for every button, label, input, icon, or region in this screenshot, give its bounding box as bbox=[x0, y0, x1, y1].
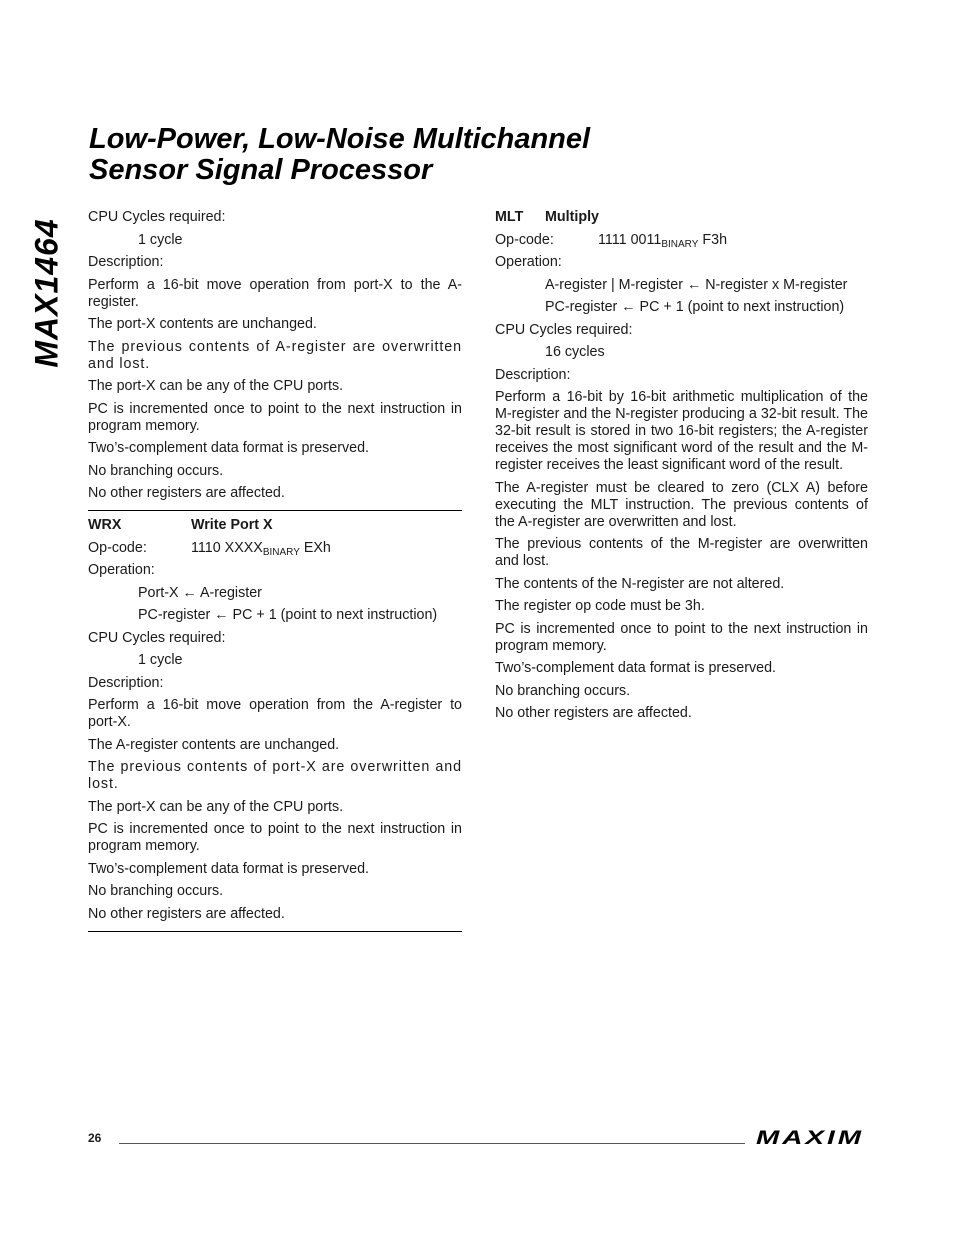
wrx-opcode-row bbox=[88, 540, 462, 557]
cpu-cycles-value: 16 cycles bbox=[545, 344, 605, 360]
left-column bbox=[88, 209, 462, 938]
description-paragraph: The register op code must be 3h. bbox=[495, 598, 705, 614]
description-label: Description: bbox=[88, 254, 164, 270]
description-label: Description: bbox=[495, 366, 571, 383]
maxim-logo-text: MAXIM bbox=[756, 1128, 864, 1147]
description-paragraph: The port-X contents are unchanged. bbox=[88, 316, 317, 332]
page-number: 26 bbox=[88, 1131, 102, 1145]
operation-line: A-register | M-register ← N-register x M-register bbox=[545, 276, 848, 293]
opcode-value: 1111 0011 bbox=[598, 231, 662, 248]
description-paragraph: Two’s-complement data format is preserved. bbox=[88, 440, 370, 456]
cpu-cycles-label: CPU Cycles required: bbox=[88, 209, 226, 225]
description-paragraph: Two’s-complement data format is preserved. bbox=[495, 660, 777, 676]
mlt-name: Multiply bbox=[545, 209, 600, 225]
maxim-logo bbox=[756, 1127, 866, 1147]
description-paragraph: No branching occurs. bbox=[88, 462, 224, 479]
opcode-label: Op-code: bbox=[495, 231, 554, 248]
footer-rule bbox=[119, 1143, 745, 1144]
mlt-code: MLT bbox=[495, 209, 524, 225]
wrx-name: Write Port X bbox=[191, 517, 273, 533]
section-divider bbox=[88, 931, 462, 932]
description-label: Description: bbox=[88, 674, 164, 691]
opcode-value: 1110 XXXX bbox=[191, 539, 263, 556]
description-paragraph: The A-register contents are unchanged. bbox=[88, 736, 340, 753]
description-paragraph: No other registers are affected. bbox=[495, 705, 692, 721]
opcode-subscript: BINARY bbox=[262, 546, 300, 558]
description-paragraph: No other registers are affected. bbox=[88, 485, 285, 501]
operation-line: PC-register ← PC + 1 (point to next instruction) bbox=[545, 299, 845, 315]
description-paragraph: PC is incremented once to point to the next instruction in program memory. bbox=[88, 400, 462, 434]
section-divider bbox=[88, 510, 462, 511]
description-paragraph: No branching occurs. bbox=[495, 682, 631, 699]
mlt-heading bbox=[495, 209, 868, 226]
description-paragraph: The A-register must be cleared to zero (CLX A) before executing the MLT instruction. The previous contents of the A-register are overwritten and lost. bbox=[495, 479, 868, 530]
operation-line: Port-X ← A-register bbox=[138, 584, 262, 601]
description-paragraph: Perform a 16-bit move operation from the A-register to port-X. bbox=[88, 697, 462, 730]
description-paragraph: The previous contents of A-register are overwritten and lost. bbox=[88, 338, 462, 372]
page-title bbox=[89, 124, 889, 186]
opcode-suffix: EXh bbox=[299, 539, 331, 556]
description-paragraph: PC is incremented once to point to the next instruction in program memory. bbox=[88, 821, 462, 854]
cpu-cycles-label: CPU Cycles required: bbox=[88, 629, 226, 646]
description-paragraph: Perform a 16-bit move operation from port-X to the A-register. bbox=[88, 276, 462, 310]
description-paragraph: PC is incremented once to point to the next instruction in program memory. bbox=[495, 620, 868, 654]
description-paragraph: The previous contents of port-X are overwritten and lost. bbox=[88, 759, 462, 792]
page-title-line-2: Sensor Signal Processor bbox=[89, 154, 433, 186]
right-column bbox=[495, 209, 868, 728]
description-paragraph: The port-X can be any of the CPU ports. bbox=[88, 378, 344, 394]
side-part-number-text: MAX1464 bbox=[28, 218, 65, 368]
mlt-opcode-row bbox=[495, 232, 868, 249]
cpu-cycles-label: CPU Cycles required: bbox=[495, 321, 633, 338]
description-paragraph: Perform a 16-bit by 16-bit arithmetic multiplication of the M-register and the N-register producing a 32-bit result. The 32-bit result is stored in two 16-bit registers; the A-register receives the most significant word of the result and the M-register receives the least significant word of the result. bbox=[495, 389, 868, 473]
page-title-line-1: Low-Power, Low-Noise Multichannel bbox=[89, 123, 591, 155]
cpu-cycles-value: 1 cycle bbox=[138, 652, 183, 668]
operation-line: PC-register ← PC + 1 (point to next instruction) bbox=[138, 607, 438, 623]
wrx-heading bbox=[88, 517, 462, 534]
opcode-suffix: F3h bbox=[698, 231, 728, 248]
operation-label: Operation: bbox=[88, 562, 155, 578]
description-paragraph: The previous contents of the M-register are overwritten and lost. bbox=[495, 536, 868, 569]
wrx-code: WRX bbox=[88, 517, 122, 533]
description-paragraph: The contents of the N-register are not altered. bbox=[495, 575, 785, 592]
description-paragraph: No other registers are affected. bbox=[88, 905, 285, 922]
description-paragraph: No branching occurs. bbox=[88, 883, 224, 899]
cpu-cycles-value: 1 cycle bbox=[138, 231, 183, 248]
description-paragraph: Two’s-complement data format is preserved. bbox=[88, 860, 370, 877]
operation-label: Operation: bbox=[495, 254, 562, 270]
opcode-subscript: BINARY bbox=[661, 238, 699, 250]
opcode-label: Op-code: bbox=[88, 539, 147, 556]
side-part-number bbox=[22, 213, 72, 373]
description-paragraph: The port-X can be any of the CPU ports. bbox=[88, 798, 344, 815]
